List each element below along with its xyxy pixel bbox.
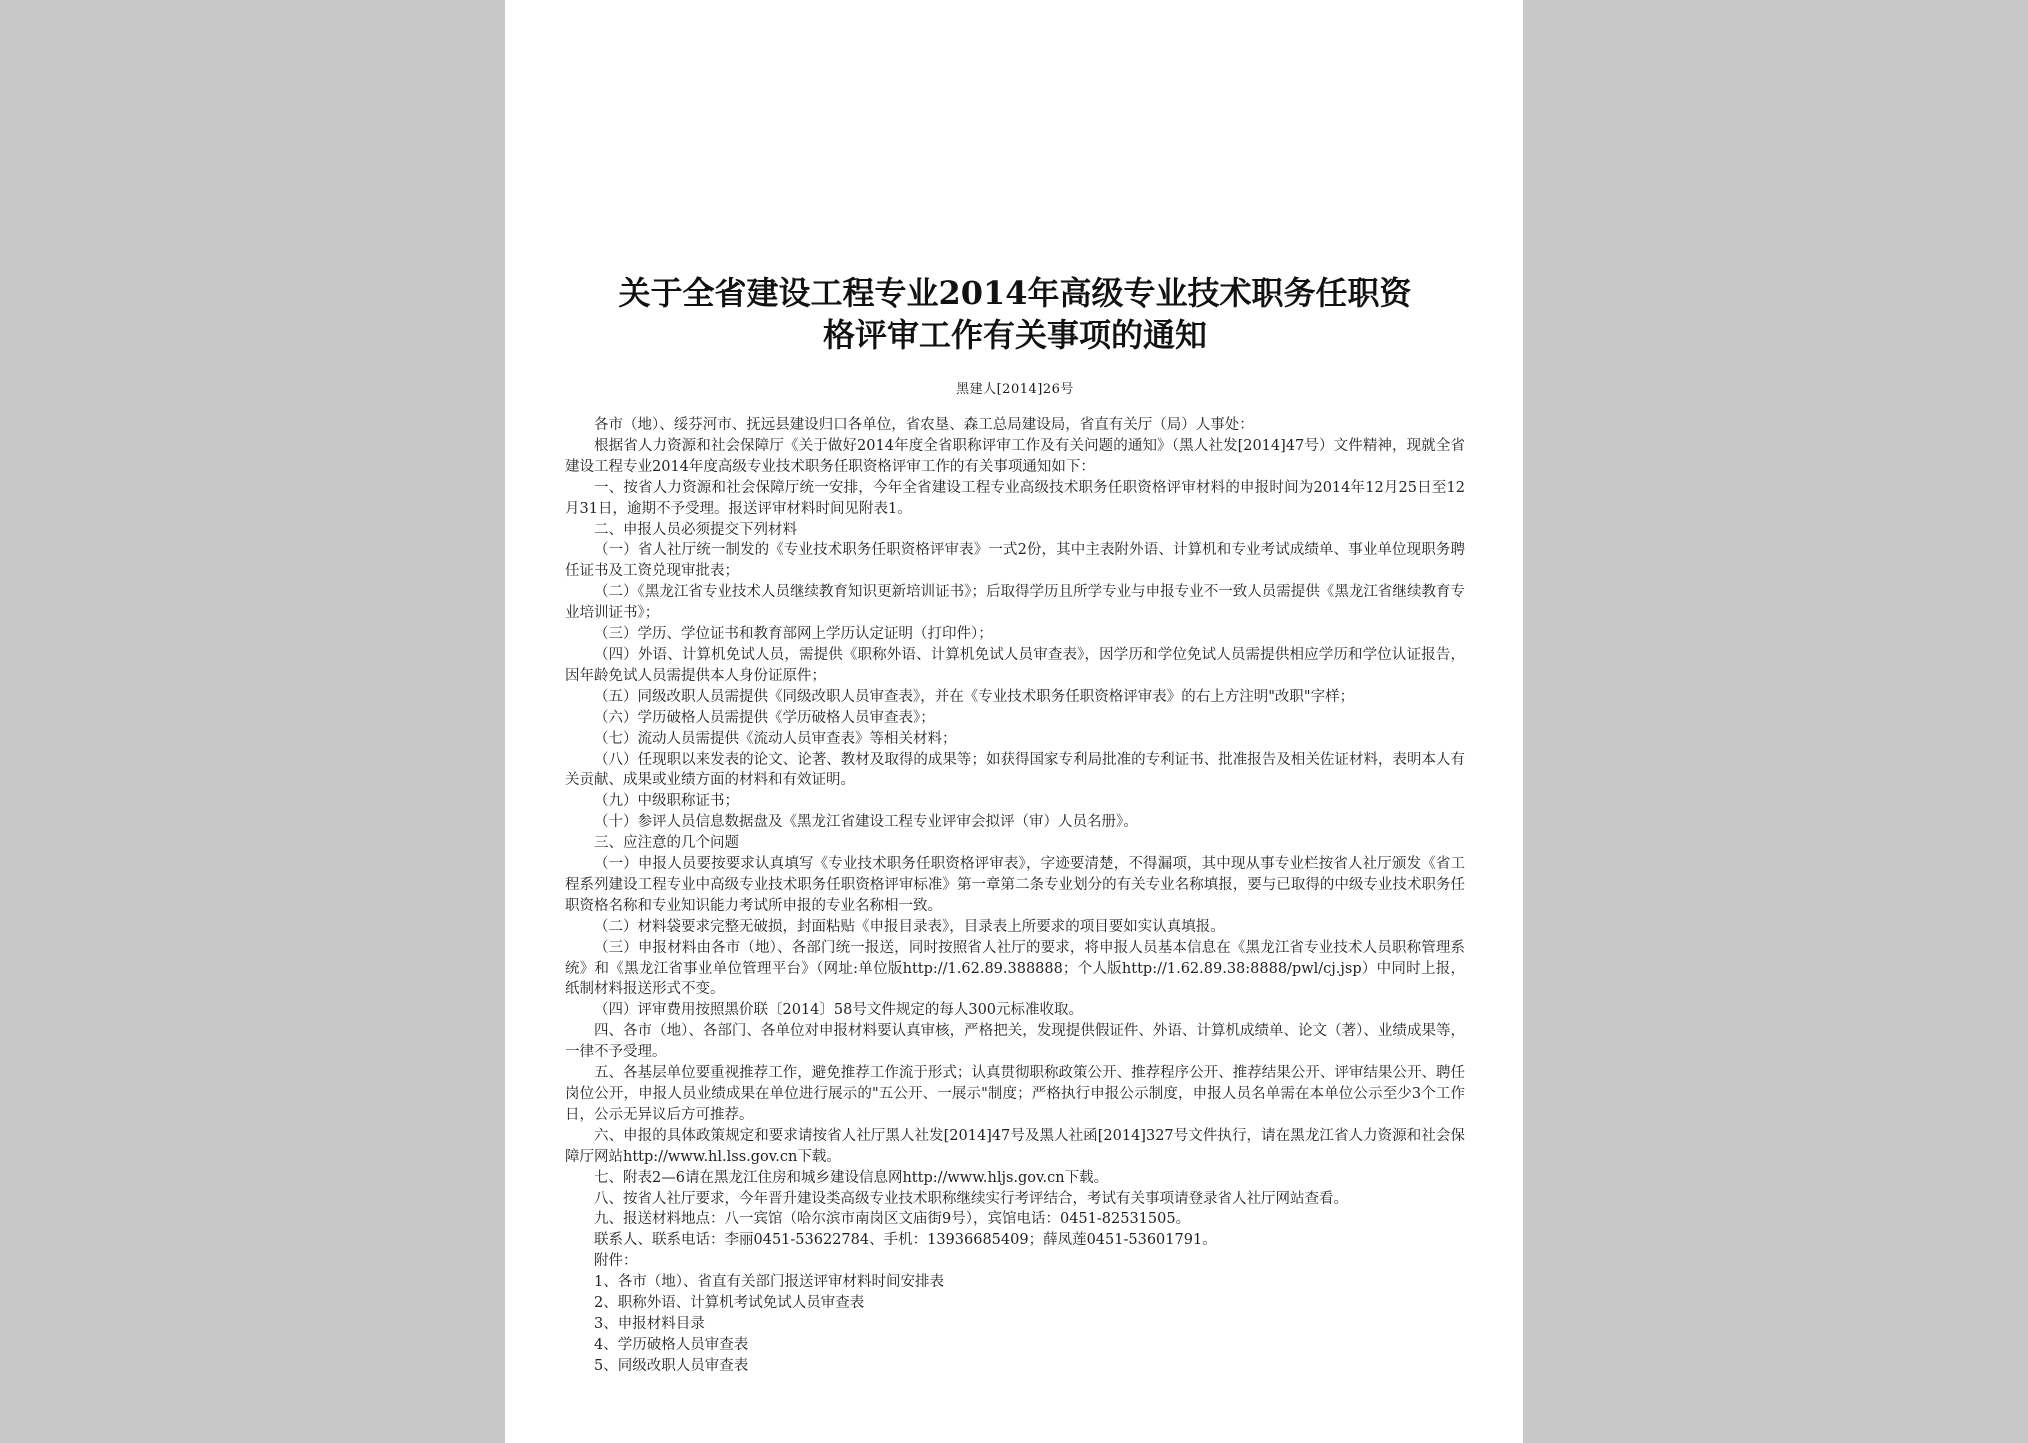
section-2-item-5: （五）同级改职人员需提供《同级改职人员审查表》，并在《专业技术职务任职资格评审表》的右上方注明"改职"字样； [594, 688, 1355, 705]
addressee: 各市（地）、绥芬河市、抚远县建设归口各单位，省农垦、森工总局建设局，省直有关厅（局）人事处： [594, 417, 1254, 433]
section-7: 七、附表2—6请在黑龙江住房和城乡建设信息网http://www.hljs.gov.cn下载。 [594, 1169, 1109, 1186]
section-3-item-1: （一）申报人员要按要求认真填写《专业技术职务任职资格评审表》，字迹要清楚，不得漏项，其中现从事专业栏按省人社厅颁发《省工程系列建设工程专业中高级专业技术职务任职资格评审标准》第一章第二条专业划分的有关专业名称填报，要与已取得的中级专业技术职务任职资格名称和专业知识能力考试所申报的专业名称相一致。 [565, 856, 1465, 914]
attachment-item: 4、学历破格人员审查表 [594, 1336, 749, 1353]
section-8: 八、按省人社厅要求，今年晋升建设类高级专业技术职称继续实行考评结合，考试有关事项请登录省人社厅网站查看。 [594, 1190, 1348, 1207]
document-content [565, 272, 1465, 1377]
section-3-item-4: （四）评审费用按照黑价联〔2014〕58号文件规定的每人300元标准收取。 [594, 1002, 1084, 1019]
intro-paragraph: 根据省人力资源和社会保障厅《关于做好2014年度全省职称评审工作及有关问题的通知》（黑人社发[2014]47号）文件精神，现就全省建设工程专业2014年度高级专业技术职务任职资格评审工作的有关事项通知如下： [565, 437, 1465, 475]
section-2-item-1: （一）省人社厅统一制发的《专业技术职务任职资格评审表》一式2份，其中主表附外语、计算机和专业考试成绩单、事业单位现职务聘任证书及工资兑现审批表； [565, 542, 1465, 580]
section-2-item-9: （九）中级职称证书； [594, 793, 739, 810]
attachment-item: 3、申报材料目录 [594, 1315, 705, 1332]
section-3-item-2: （二）材料袋要求完整无破损，封面粘贴《申报目录表》，目录表上所要求的项目要如实认真填报。 [594, 918, 1225, 935]
attachment-item: 5、同级改职人员审查表 [594, 1357, 749, 1374]
section-2-item-6: （六）学历破格人员需提供《学历破格人员审查表》； [594, 709, 935, 726]
section-3-item-3: （三）申报材料由各市（地）、各部门统一报送，同时按照省人社厅的要求，将申报人员基本信息在《黑龙江省专业技术人员职称管理系统》和《黑龙江省事业单位管理平台》（网址:单位版http://1.62.89.388888；个人版http://1.62.89.38:8888/pwl/cj.jsp）中同时上报，纸制材料报送形式不变。 [565, 939, 1465, 998]
section-1: 一、按省人力资源和社会保障厅统一安排，今年全省建设工程专业高级技术职务任职资格评审材料的申报时间为2014年12月25日至12月31日，逾期不予受理。报送评审材料时间见附表1。 [565, 479, 1465, 517]
section-2-item-8: （八）任现职以来发表的论文、论著、教材及取得的成果等；如获得国家专利局批准的专利证书、批准报告及相关佐证材料，表明本人有关贡献、成果或业绩方面的材料和有效证明。 [565, 751, 1465, 789]
section-2-item-7: （七）流动人员需提供《流动人员审查表》等相关材料； [594, 730, 957, 747]
section-2-heading: 二、申报人员必须提交下列材料 [594, 521, 797, 538]
section-5: 五、各基层单位要重视推荐工作，避免推荐工作流于形式；认真贯彻职称政策公开、推荐程序公开、推荐结果公开、评审结果公开、聘任岗位公开，申报人员业绩成果在单位进行展示的"五公开、一展示"制度；严格执行申报公示制度，申报人员名单需在本单位公示至少3个工作日，公示无异议后方可推荐。 [565, 1065, 1465, 1123]
contact-info: 联系人、联系电话：李丽0451-53622784、手机：13936685409；薛凤莲0451-53601791。 [594, 1232, 1217, 1249]
attachment-item: 1、各市（地）、省直有关部门报送评审材料时间安排表 [594, 1274, 944, 1291]
section-4: 四、各市（地）、各部门、各单位对申报材料要认真审核，严格把关，发现提供假证件、外语、计算机成绩单、论文（著）、业绩成果等，一律不予受理。 [565, 1023, 1465, 1061]
attachments-heading: 附件： [594, 1253, 638, 1270]
section-2-item-4: （四）外语、计算机免试人员，需提供《职称外语、计算机免试人员审查表》，因学历和学位免试人员需提供相应学历和学位认证报告，因年龄免试人员需提供本人身份证原件； [565, 646, 1465, 684]
section-9: 九、报送材料地点：八一宾馆（哈尔滨市南岗区文庙街9号），宾馆电话：0451-82531505。 [594, 1211, 1191, 1228]
attachment-item: 2、职称外语、计算机考试免试人员审查表 [594, 1295, 865, 1312]
document-number: 黑建人[2014]26号 [956, 382, 1074, 397]
title-line-1: 关于全省建设工程专业2014年高级专业技术职务任职资 [618, 274, 1412, 312]
section-6: 六、申报的具体政策规定和要求请按省人社厅黑人社发[2014]47号及黑人社函[2014]327号文件执行，请在黑龙江省人力资源和社会保障厅网站http://www.hl.lss.gov.cn下载。 [565, 1127, 1465, 1165]
document-body [565, 415, 1465, 1377]
title-line-2: 格评审工作有关事项的通知 [822, 316, 1207, 354]
section-3-heading: 三、应注意的几个问题 [594, 835, 739, 852]
document-title [565, 272, 1465, 356]
document-page [505, 0, 1523, 1443]
section-2-item-10: （十）参评人员信息数据盘及《黑龙江省建设工程专业评审会拟评（审）人员名册》。 [594, 814, 1138, 831]
section-2-item-3: （三）学历、学位证书和教育部网上学历认定证明（打印件）； [594, 626, 993, 643]
section-2-item-2: （二）《黑龙江省专业技术人员继续教育知识更新培训证书》；后取得学历且所学专业与申报专业不一致人员需提供《黑龙江省继续教育专业培训证书》； [565, 584, 1465, 622]
